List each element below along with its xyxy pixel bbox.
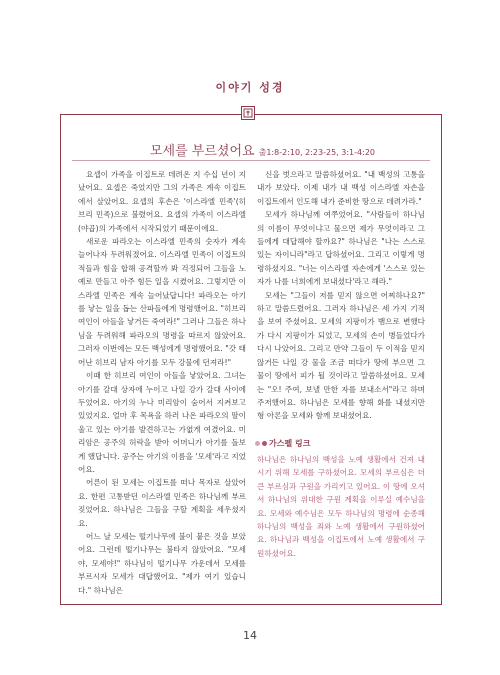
paragraph: 신을 벗으라고 말씀하셨어요. "내 백성의 고통을 내가 보았다. 이제 내가 내 백성 이스라엘 자손을 이집트에서 인도해 내가 준비한 땅으로 데려가라." [257, 170, 425, 206]
paragraph: 요셉이 가족을 이집트로 데려온 지 수십 년이 지났어요. 요셉은 죽었지만 그의 가족은 계속 이집트에서 살았어요. 요셉의 후손은 '이스라엘 민족'(히브리 민족)으로 불렸어요. 요셉의 가족이 이스라엘(야곱)의 가족에서 시작되었기 때문이에요. [78, 170, 246, 233]
paragraph: 새로운 파라오는 이스라엘 민족의 숫자가 계속 늘어나자 두려워졌어요. 이스라엘 민족이 이집트의 적들과 힘을 합해 공격할까 봐 걱정되어 그들을 노예로 만들고 아주 힘든 일을 시켰어요. 그렇지만 이스라엘 민족은 계속 늘어났답니다! 파라오는 아기를 낳는 일을 돕는 산파들에게 명령했어요. "히브리 여인이 아들을 낳거든 죽여라!" 그러나 그들은 하나님을 두려워해 파라오의 명령을 따르지 않았어요. 그러자 이번에는 모든 백성에게 명령했어요. "갓 태어난 히브리 남자 아기를 모두 강물에 던져라!" [78, 237, 246, 367]
paragraph: 어른이 된 모세는 이집트를 떠나 목자로 살았어요. 한편 고통받던 이스라엘 민족은 하나님께 부르짖었어요. 하나님은 그들을 구할 계획을 세우셨지요. [78, 478, 246, 528]
title-divider [72, 160, 430, 161]
paragraph: 어느 날 모세는 떨기나무에 불이 붙은 것을 보았어요. 그런데 떨기나무는 불타지 않았어요. "모세야, 모세야!" 하나님이 떨기나무 가운데서 모세를 부르시자 모세가 대답했어요. "제가 여기 있습니다." 하나님은 [78, 531, 246, 595]
paragraph: 이때 한 히브리 여인이 아들을 낳았어요. 그녀는 아기를 갈대 상자에 누이고 나일 강가 갈대 사이에 두었어요. 아기의 누나 미리암이 숨어서 지켜보고 있었지요. 얼마 후 목욕을 하러 나온 파라오의 딸이 울고 있는 아기를 발견하고는 가엾게 여겼어요. 미리암은 공주의 허락을 받아 어머니가 아기를 돌보게 했답니다. 공주는 아기의 이름을 '모세'라고 지었어요. [78, 371, 246, 474]
paragraph: 모세가 하나님께 여쭈었어요. "사람들이 하나님의 이름이 무엇이냐고 물으면 제가 무엇이라고 그들에게 대답해야 할까요?" 하나님은 "나는 스스로 있는 자이니라"라고 답하셨어요. 그리고 이렇게 명령하셨지요. "너는 이스라엘 자손에게 '스스로 있는 자가 나를 너희에게 보내셨다'라고 해라." [257, 210, 425, 287]
right-column [257, 168, 425, 423]
scripture-reference: 출1:8-2:10, 2:23-25, 3:1-4:20 [258, 148, 375, 157]
paragraph: 모세는 "그들이 저를 믿지 않으면 어찌하나요?" 하고 말씀드렸어요. 그러자 하나님은 세 가지 기적을 보여 주셨어요. 모세의 지팡이가 뱀으로 변했다가 다시 지팡이가 되었고, 모세의 손이 병들었다가 다시 나았어요. 그리고 만약 그들이 두 이적을 믿지 않거든 나일 강 물을 조금 떠다가 땅에 부으면 그 물이 땅에서 피가 될 것이라고 말씀하셨어요. 모세는 "오! 주여, 보낼 만한 자를 보내소서"라고 하며 주저했어요. 하나님은 모세를 향해 화를 내셨지만 형 아론을 모세와 함께 보내셨어요. [257, 290, 425, 421]
section-title: 이야기 성경 [215, 81, 285, 94]
gospel-heading-text: 가스펠 링크 [269, 439, 311, 448]
left-column [78, 168, 246, 597]
gospel-link-text: 하나님은 하나님의 백성을 노예 생활에서 건져 내시기 위해 모세를 구하셨어요. 모세의 부르심은 더 큰 부르심과 구원을 가리키고 있어요. 이 땅에 오셔서 하나님의 위대한 구원 계획을 이루실 예수님을요. 모세와 예수님은 모두 하나님의 명령에 순종해 하나님의 백성을 죄와 노예 생활에서 구원하셨어요. 하나님과 백성을 이집트에서 노예 생활에서 구원하셨어요. [257, 455, 425, 558]
dot-icon [255, 441, 260, 446]
story-title [150, 140, 375, 159]
dot-icon [262, 441, 267, 446]
bible-icon [241, 106, 255, 120]
page-number: 14 [243, 629, 257, 642]
gospel-link-heading [255, 438, 310, 449]
story-title-text: 모세를 부르셨어요 [150, 144, 255, 159]
